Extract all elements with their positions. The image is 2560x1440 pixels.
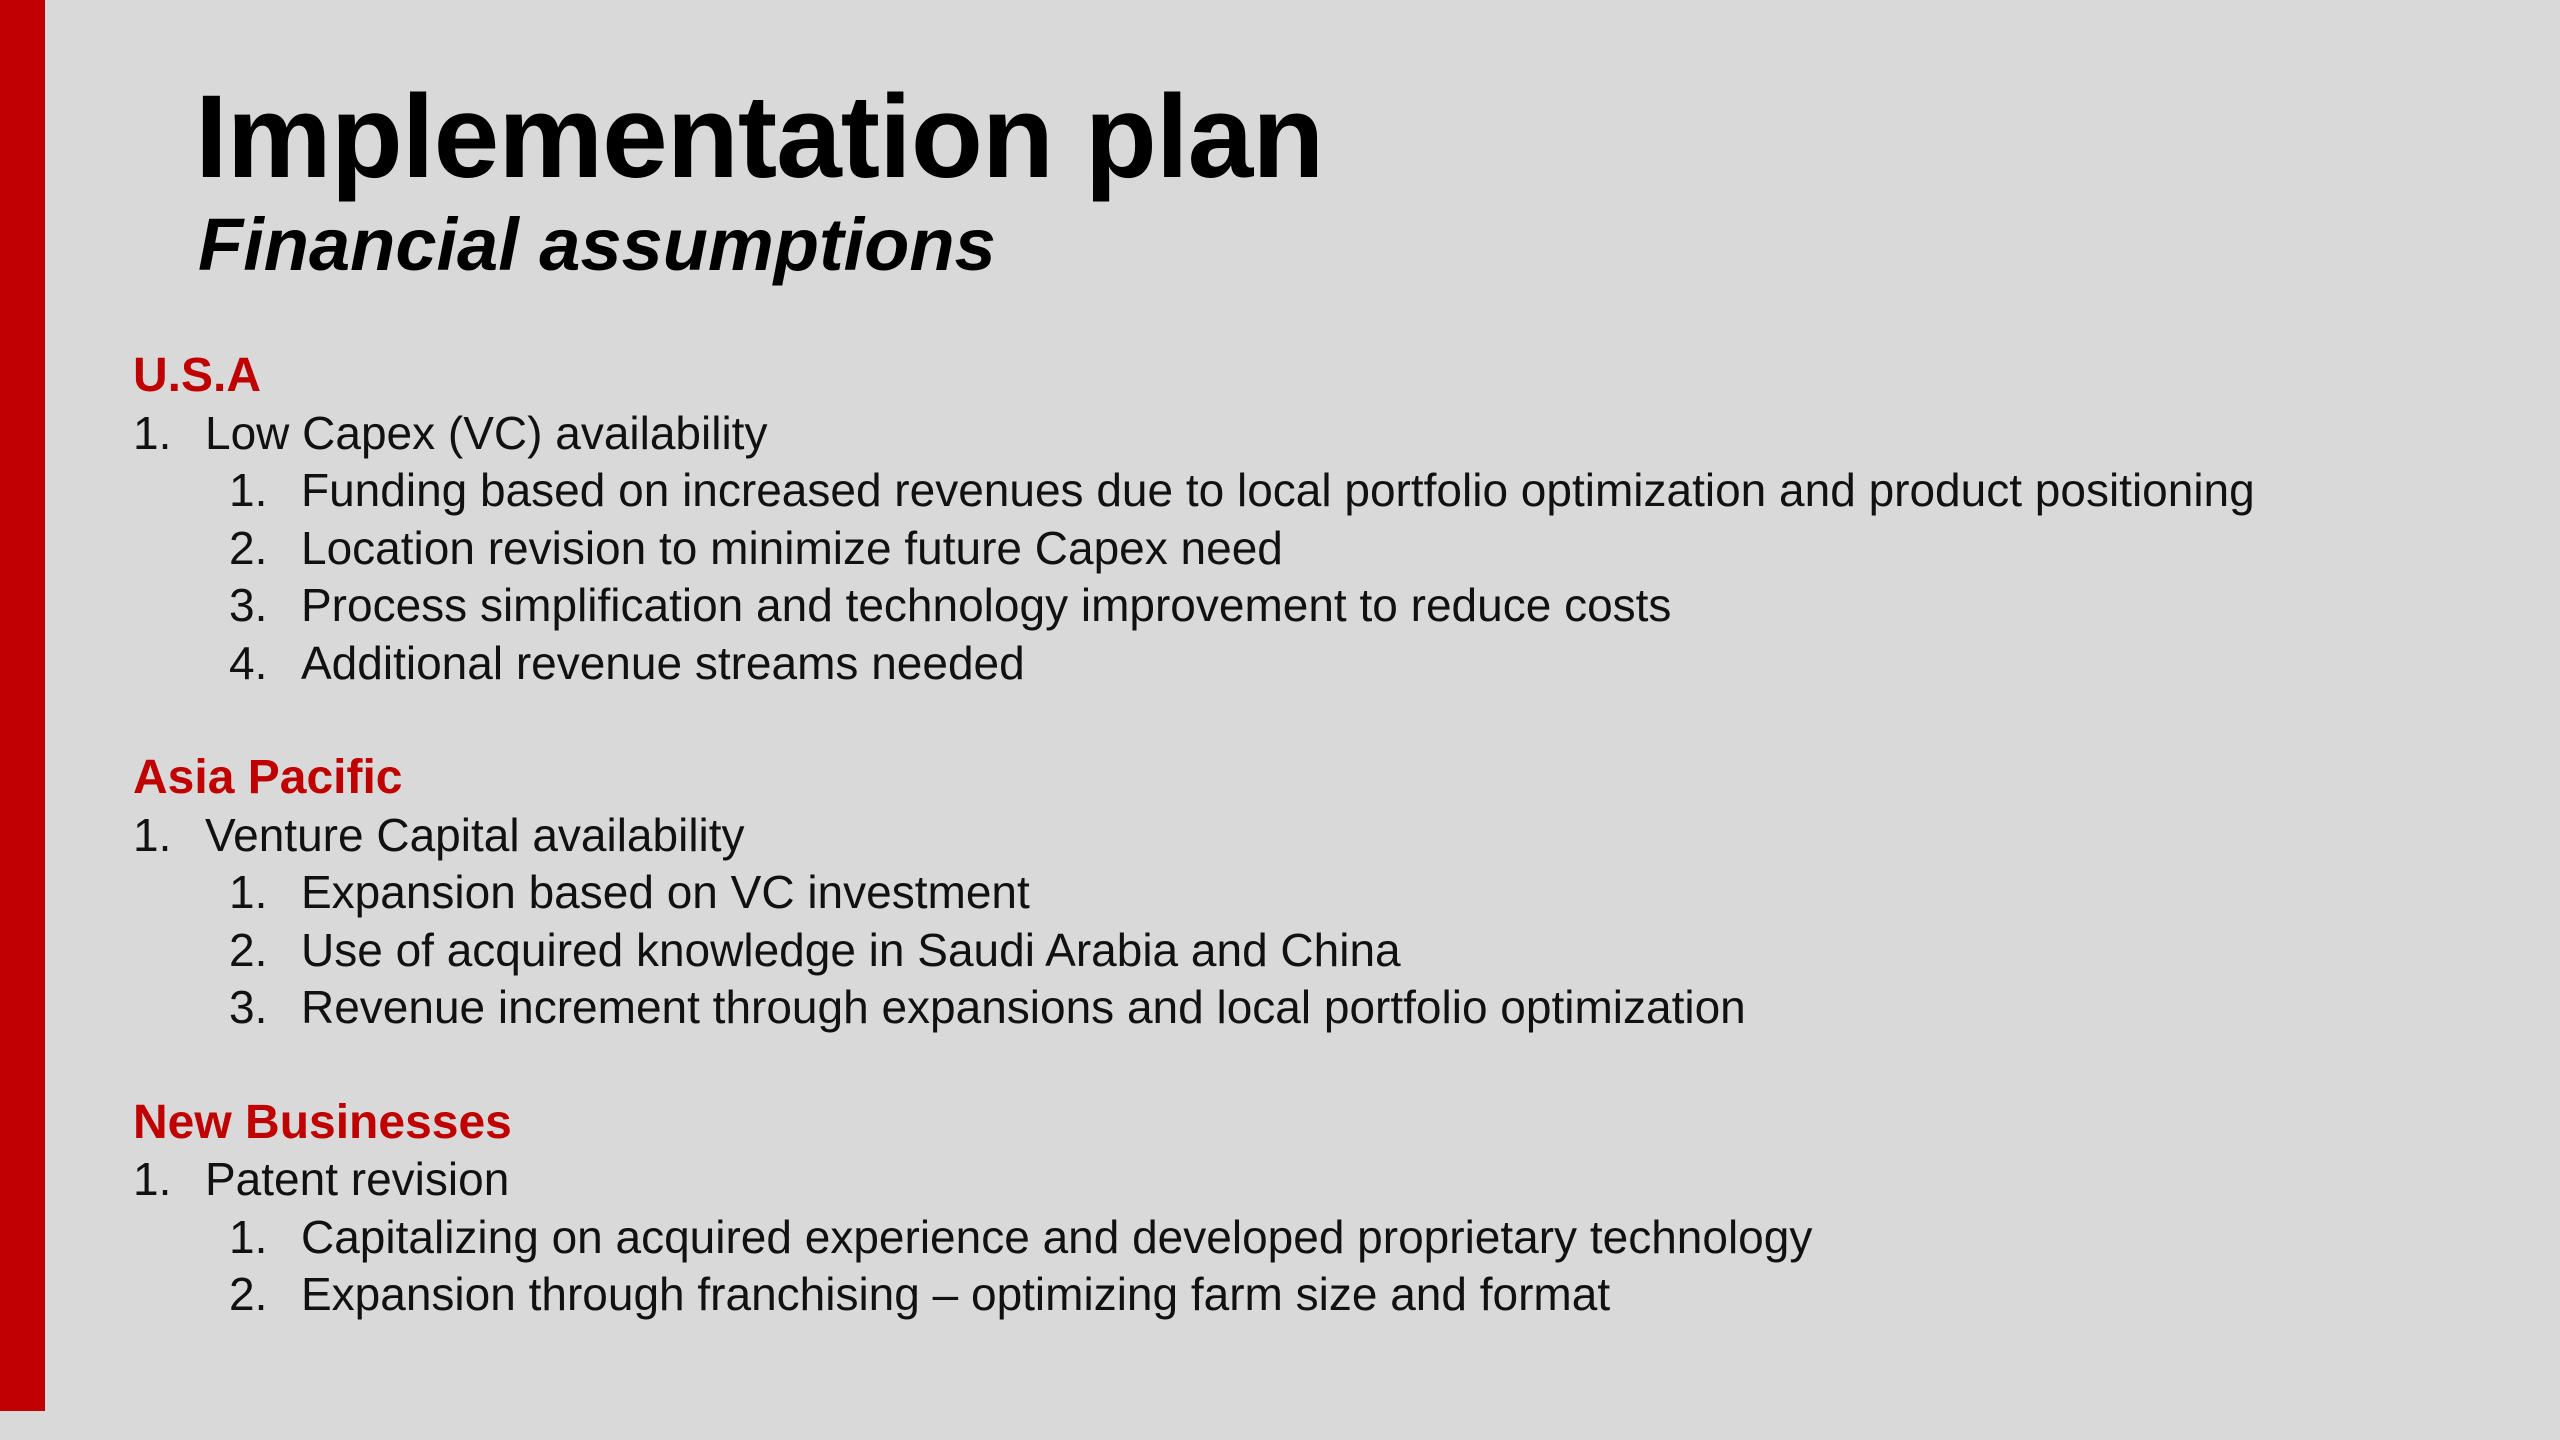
list-number: 1. [133, 808, 172, 861]
sub-list-item [133, 1209, 2513, 1267]
sub-list-text: Additional revenue streams needed [301, 636, 1025, 689]
slide-subtitle: Financial assumptions [198, 203, 996, 286]
sub-list-text: Location revision to minimize future Capex need [301, 521, 1283, 574]
sub-list-text: Expansion based on VC investment [301, 866, 1030, 918]
list-item [133, 1151, 2513, 1209]
sub-list-number: 1. [229, 464, 268, 516]
section-new-businesses [133, 1094, 2513, 1324]
sub-list-number: 3. [229, 579, 268, 631]
list-text: Venture Capital availability [205, 808, 745, 861]
section-heading: New Businesses [133, 1095, 512, 1149]
sub-list-text: Use of acquired knowledge in Saudi Arabia and China [301, 923, 1401, 976]
list-text: Low Capex (VC) availability [205, 406, 768, 459]
section-usa [133, 347, 2513, 692]
sub-list-text: Revenue increment through expansions and local portfolio optimization [301, 981, 1746, 1033]
sub-list-item [133, 520, 2513, 578]
sub-list-item [133, 1266, 2513, 1324]
list-number: 1. [133, 1153, 172, 1205]
sub-list-number: 3. [229, 981, 268, 1033]
sub-list-number: 2. [229, 923, 268, 976]
list-item [133, 405, 2513, 463]
slide-title: Implementation plan [195, 71, 1324, 203]
section-heading: Asia Pacific [133, 751, 403, 804]
sub-list-number: 4. [229, 636, 268, 689]
sub-list-item [133, 864, 2513, 922]
sub-list-item [133, 577, 2513, 635]
section-asia-pacific [133, 749, 2513, 1037]
sub-list-item [133, 922, 2513, 980]
sub-list-text: Expansion through franchising – optimizing farm size and format [301, 1268, 1611, 1320]
sub-list-text: Capitalizing on acquired experience and developed proprietary technology [301, 1210, 1813, 1263]
sub-list-number: 2. [229, 1268, 268, 1320]
slide-content [133, 347, 2513, 1381]
sub-list-number: 2. [229, 521, 268, 574]
sub-list-number: 1. [229, 1210, 268, 1263]
accent-bar [0, 0, 45, 1411]
sub-list-item [133, 979, 2513, 1037]
list-text: Patent revision [205, 1153, 510, 1205]
sub-list-text: Process simplification and technology improvement to reduce costs [301, 579, 1672, 631]
section-heading: U.S.A [133, 349, 262, 402]
sub-list-number: 1. [229, 866, 268, 918]
sub-list-item [133, 462, 2513, 520]
sub-list-item [133, 635, 2513, 693]
sub-list-text: Funding based on increased revenues due to local portfolio optimization and product positioning [301, 464, 2255, 516]
list-item [133, 807, 2513, 865]
list-number: 1. [133, 406, 172, 459]
